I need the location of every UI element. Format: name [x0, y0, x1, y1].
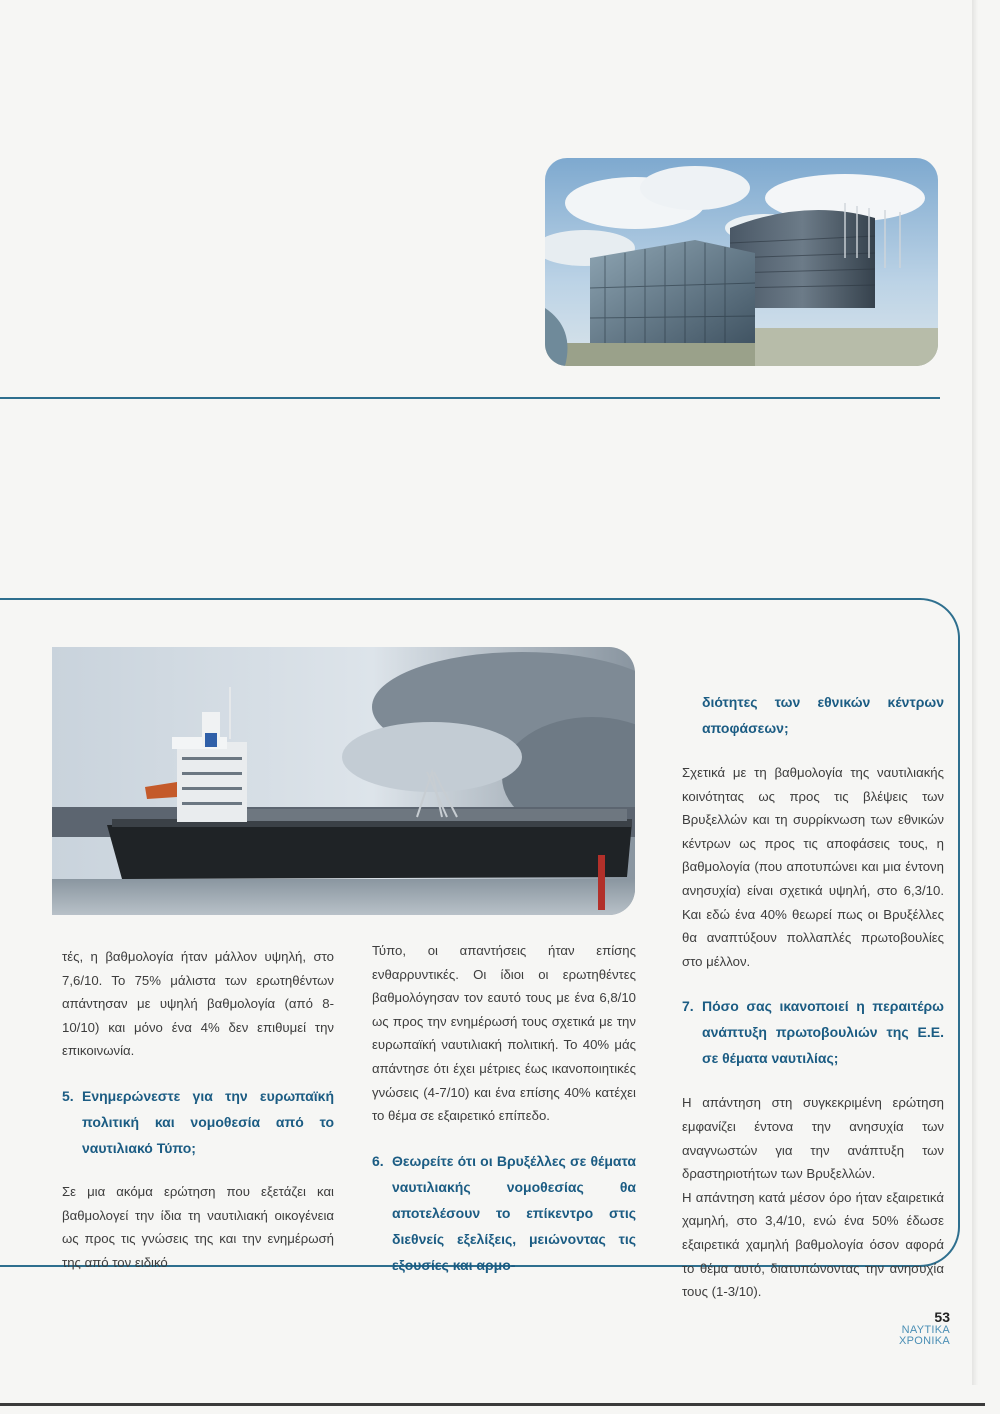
page-number: 53: [934, 1309, 950, 1325]
column-2: [372, 939, 636, 1278]
tanker-illustration: [52, 647, 635, 915]
col2-paragraph-1: Τύπο, οι απαντήσεις ήταν επίσης ενθαρρυντικές. Οι ίδιοι οι ερωτηθέντες βαθμολόγησαν τον εαυτό τους με ένα 6,8/10 ως προς την ενημέρωσή τους σχετικά με την ευρωπαϊκή ναυτιλιακή πολιτική. Το 40% μάς απάντησε ότι έχει μέτριες έως ικανοποιητικές γνώσεις (4-7/10) και ένα επίσης 40% κατέχει το θέμα σε εξαιρετικό επίπεδο.: [372, 943, 636, 1124]
magazine-name-line-1: ΝΑΥΤΙΚΑ: [901, 1324, 950, 1336]
page-footer: [899, 1309, 950, 1347]
column-1: [62, 945, 334, 1274]
question-6-text: Θεωρείτε ότι οι Βρυξέλλες σε θέματα ναυτιλιακής νομοθεσίας θα αποτελέσουν το επίκεντρο στις διεθνείς εξελίξεις, μειώνοντας τις εξουσίες και αρμο-: [392, 1152, 636, 1273]
col3-paragraph-2: Η απάντηση στη συγκεκριμένη ερώτηση εμφανίζει έντονα την ανησυχία των αναγνωστών για την ανάπτυξη των δραστηριοτήτων των Βρυξελλών.: [682, 1095, 944, 1182]
question-7-text: Πόσο σας ικανοποιεί η περαιτέρω ανάπτυξη πρωτοβουλιών της Ε.Ε. σε θέματα ναυτιλίας;: [702, 998, 944, 1067]
col3-paragraph-1: Σχετικά με τη βαθμολογία της ναυτιλιακής κοινότητας ως προς τις βλέψεις των Βρυξελλών και τη συρρίκνωση των εθνικών κέντρων ως προς τις αποφάσεις τους, η βαθμολογία (που αποτυπώνει και μια έντονη ανησυχία) είναι σχετικά υψηλή, στο 6,3/10. Και εδώ ένα 40% θεωρεί πως οι Βρυξέλλες θα αναπτύξουν πολλαπλές πρωτοβουλίες στο μέλλον.: [682, 765, 944, 969]
question-6-number: 6.: [372, 1152, 384, 1169]
col1-paragraph-1: τές, η βαθμολογία ήταν μάλλον υψηλή, στο 7,6/10. Το 75% μάλιστα των ερωτηθέντων απάντησαν με υψηλή βαθμολογία (από 8-10/10) και μόνο ένα 4% δεν επιθυμεί την επικοινωνία.: [62, 949, 334, 1059]
question-6-continued: διότητες των εθνικών κέντρων αποφάσεων;: [702, 694, 944, 736]
column-3: [682, 689, 944, 1304]
section-divider: [0, 397, 940, 399]
ship-photo: [52, 647, 635, 915]
page-edge: [972, 0, 978, 1385]
bottom-edge-line: [0, 1403, 985, 1406]
question-5: [62, 1083, 334, 1161]
parliament-illustration: [545, 158, 938, 366]
question-7-number: 7.: [682, 998, 694, 1015]
magazine-name-line-2: ΧΡΟΝΙΚΑ: [898, 1335, 950, 1347]
col1-paragraph-2: Σε μια ακόμα ερώτηση που εξετάζει και βαθμολογεί την ίδια τη ναυτιλιακή οικογένεια ως προς τις γνώσεις της και την ενημέρωσή της από τον ειδικό: [62, 1183, 334, 1270]
question-6: [372, 1148, 636, 1278]
col3-paragraph-3: Η απάντηση κατά μέσον όρο ήταν εξαιρετικά χαμηλή, στο 3,4/10, ενώ ένα 50% έδωσε εξαιρετικά χαμηλή βαθμολογία όσον αφορά το θέμα αυτό, διατυπώνοντας την ανησυχία τους (1-3/10).: [682, 1189, 944, 1300]
question-5-number: 5.: [62, 1087, 74, 1104]
parliament-photo: [545, 158, 938, 366]
question-7: [682, 993, 944, 1071]
question-5-text: Ενημερώνεστε για την ευρωπαϊκή πολιτική και νομοθεσία από το ναυτιλιακό Τύπο;: [82, 1087, 334, 1156]
